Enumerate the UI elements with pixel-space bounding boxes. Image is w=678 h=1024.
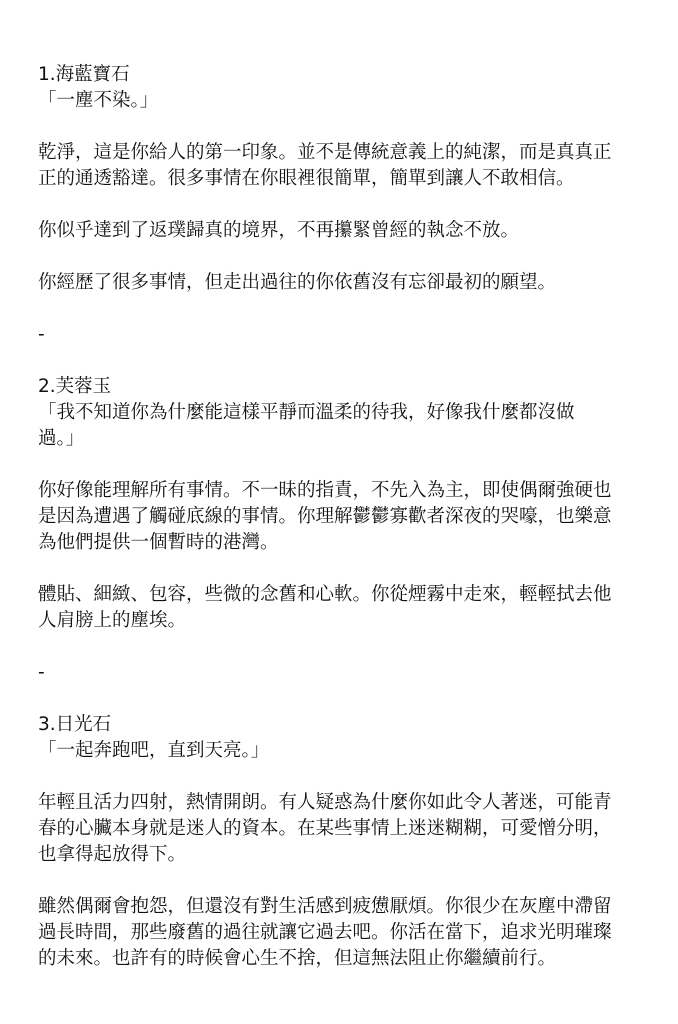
paragraph-line: 你好像能理解所有事情。不一昧的指責，不先入為主，即使偶爾強硬也 [38, 480, 612, 501]
paragraph-line: 人肩膀上的塵埃。 [38, 610, 187, 631]
paragraph-line: 是因為遭遇了觸碰底線的事情。你理解鬱鬱寡歡者深夜的哭嚎，也樂意 [38, 506, 612, 527]
section-2 [38, 374, 648, 634]
paragraph-line: 體貼、細緻、包容，些微的念舊和心軟。你從煙霧中走來，輕輕拭去他 [38, 584, 612, 605]
paragraph-line: 也拿得起放得下。 [38, 844, 187, 865]
paragraph-line: 為他們提供一個暫時的港灣。 [38, 532, 279, 553]
section-title: 1.海藍寶石 [38, 64, 130, 85]
section-quote: 「我不知道你為什麼能這樣平靜而溫柔的待我，好像我什麼都沒做 [38, 402, 575, 423]
paragraph-line: 乾淨，這是你給人的第一印象。並不是傳統意義上的純潔，而是真真正 [38, 142, 612, 163]
section-title: 3.日光石 [38, 714, 112, 735]
section-quote: 「一塵不染。」 [38, 90, 159, 111]
paragraph-line: 正的通透豁達。很多事情在你眼裡很簡單，簡單到讓人不敢相信。 [38, 168, 575, 189]
document-page [38, 62, 648, 972]
section-quote: 「一起奔跑吧，直到天亮。」 [38, 740, 270, 761]
section-1 [38, 62, 648, 296]
paragraph-line: 春的心臟本身就是迷人的資本。在某些事情上迷迷糊糊，可愛憎分明， [38, 818, 612, 839]
section-title: 2.芙蓉玉 [38, 376, 112, 397]
paragraph-line: 雖然偶爾會抱怨，但還沒有對生活感到疲憊厭煩。你很少在灰塵中滯留 [38, 896, 612, 917]
section-quote: 過。」 [38, 428, 85, 449]
paragraph-line: 年輕且活力四射，熱情開朗。有人疑惑為什麼你如此令人著迷，可能青 [38, 792, 612, 813]
paragraph-line: 你似乎達到了返璞歸真的境界，不再攥緊曾經的執念不放。 [38, 220, 520, 241]
section-3 [38, 712, 648, 972]
paragraph-line: 的未來。也許有的時候會心生不捨，但這無法阻止你繼續前行。 [38, 948, 557, 969]
paragraph-line: 過長時間，那些廢舊的過往就讓它過去吧。你活在當下，追求光明璀璨 [38, 922, 612, 943]
section-separator: - [38, 324, 45, 345]
paragraph-line: 你經歷了很多事情，但走出過往的你依舊沒有忘卻最初的願望。 [38, 272, 557, 293]
section-separator: - [38, 662, 45, 683]
